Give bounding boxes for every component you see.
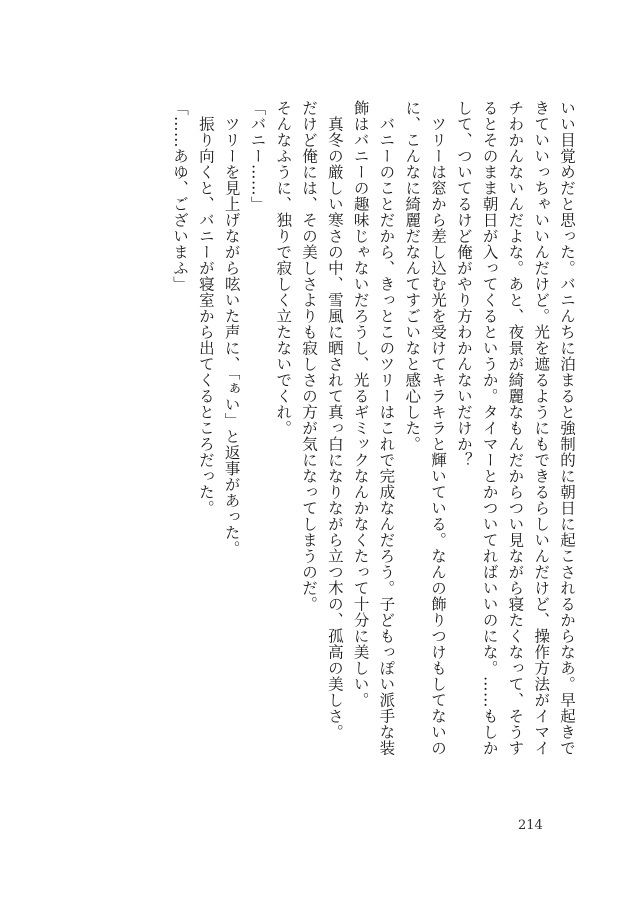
page-number: 214 [518,818,543,833]
text-line: ツリーは窓から差し込む光を受けてキラキラと輝いている。なんの飾りつけもしてないの [429,100,448,756]
text-line: そんなふうに、独りで寂しく立たないでくれ。 [274,100,293,436]
text-line: 「バニー……」 [248,100,267,212]
text-line: だけど俺には、その美しさよりも寂しさの方が気になってしまうのだ。 [300,100,319,612]
text-line: 振り向くと、バニーが寝室から出てくるところだった。 [196,100,215,516]
text-line: ツリーを見上げながら呟いた声に、「ぁい」と返事があった。 [222,100,241,557]
text-line: して、ついてるけど俺がやり方わかんないだけか？ [454,100,473,468]
text-line: 「……あゆ、ございまふ」 [171,100,190,292]
text-line: バニーのことだから、きっとこのツリーはこれで完成なんだろう。子どもっぽい派手な装 [377,100,396,756]
text-line: に、こんなに綺麗だなんてすごいなと感心した。 [403,100,422,452]
text-line: 飾はバニーの趣味じゃないだろうし、光るギミックなんかなくたって十分に美しい。 [351,100,370,708]
text-line: いい目覚めだと思った。バニんちに泊まると強制的に朝日に起こされるからなあ。早起きで [558,100,576,756]
text-line: きていいっちゃいいんだけど。光を遮るようにもできるらしいんだけど、操作方法がイマイ [532,100,551,756]
text-line: るとそのまま朝日が入ってくるというか。タイマーとかついてればいいのにな。……もしか [480,100,499,756]
text-line: 真冬の厳しい寒さの中、雪風に晒されて真っ白になりながら立つ木の、孤高の美しさ。 [325,100,344,740]
body-text [166,100,579,800]
text-line: チわかんないんだよな。あと、夜景が綺麗なもんだからつい見ながら寝たくなって、そうす [506,100,525,756]
